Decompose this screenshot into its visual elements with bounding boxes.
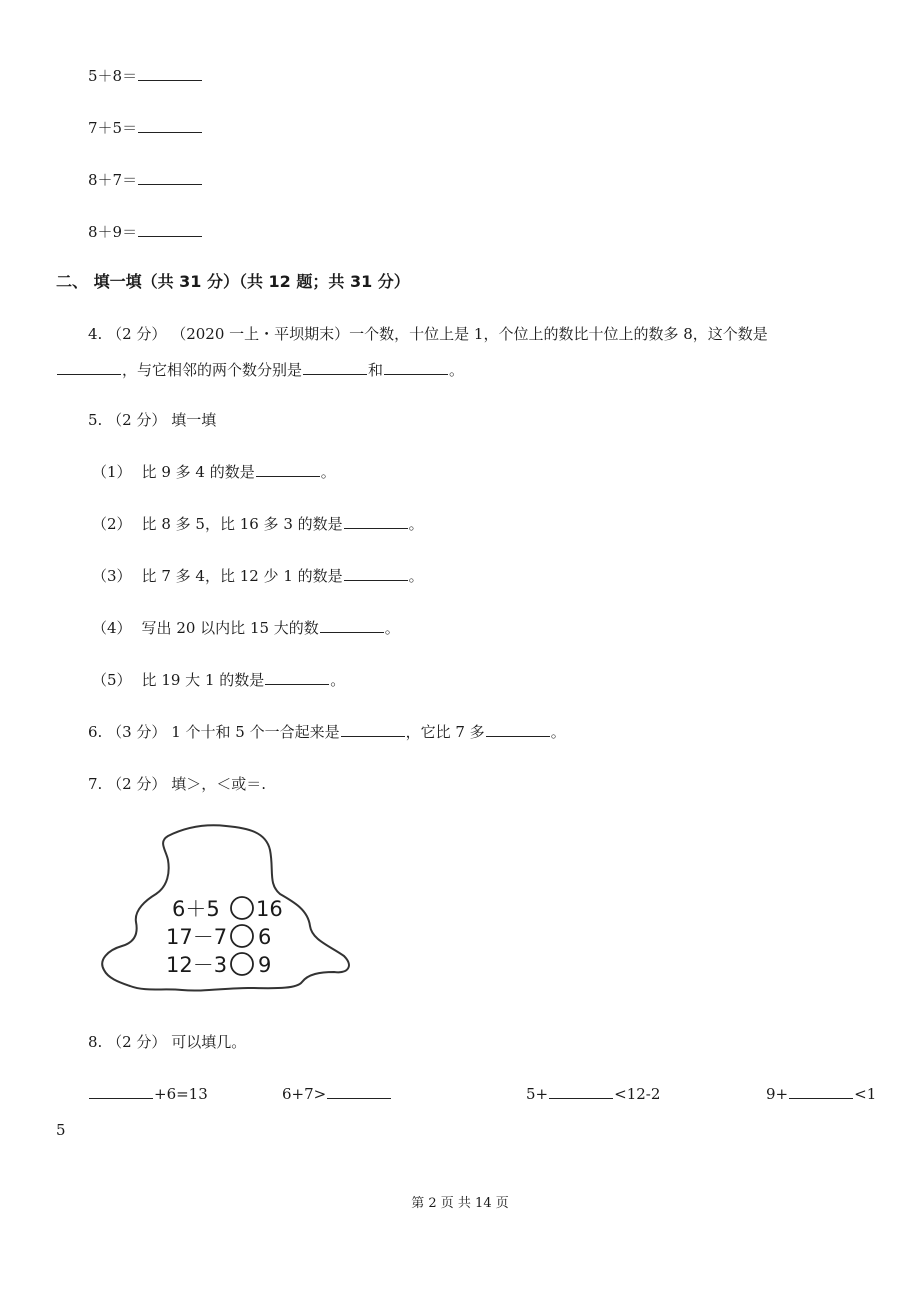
equation-text: 8＋9＝ xyxy=(88,223,138,241)
sub-question xyxy=(92,618,400,638)
question-8 xyxy=(88,1032,246,1052)
question-number: 5. xyxy=(88,411,103,429)
question-text: （2020 一上・平坝期末）一个数，十位上是 1，个位上的数比十位上的数多 8，这个数是 xyxy=(171,325,768,343)
sub-question-end: 。 xyxy=(330,671,346,689)
comparison-figure xyxy=(98,822,354,998)
comparison-right: 16 xyxy=(256,897,283,921)
question-number: 6. xyxy=(88,723,103,741)
question-score: （2 分） xyxy=(107,325,167,343)
answer-blank[interactable] xyxy=(344,566,408,581)
sub-question xyxy=(92,514,424,534)
sub-question-label: （3） xyxy=(92,567,132,585)
q8-text: <12-2 xyxy=(614,1085,661,1103)
q8-text: 9+ xyxy=(766,1085,789,1103)
q8-item-2 xyxy=(282,1084,392,1104)
answer-blank[interactable] xyxy=(789,1084,853,1099)
q8-text: <1 xyxy=(854,1085,877,1103)
q8-text: 6+7> xyxy=(282,1085,327,1103)
question-text: ，与它相邻的两个数分别是 xyxy=(122,361,303,379)
question-text: 填＞，＜或＝. xyxy=(171,775,266,793)
comparison-circle[interactable] xyxy=(231,925,253,947)
sub-question-end: 。 xyxy=(384,619,400,637)
answer-blank[interactable] xyxy=(303,360,367,375)
question-text: 和 xyxy=(368,361,384,379)
answer-blank[interactable] xyxy=(341,722,405,737)
sub-question-text: 写出 20 以内比 15 大的数 xyxy=(141,619,319,637)
question-text: 。 xyxy=(550,723,566,741)
question-4 xyxy=(88,324,768,344)
answer-blank[interactable] xyxy=(327,1084,391,1099)
answer-blank[interactable] xyxy=(344,514,408,529)
answer-blank[interactable] xyxy=(57,360,121,375)
q8-item-3 xyxy=(526,1084,660,1104)
question-6 xyxy=(88,722,566,742)
sub-question-text: 比 8 多 5，比 16 多 3 的数是 xyxy=(141,515,343,533)
q8-text: 5+ xyxy=(526,1085,549,1103)
comparison-circle[interactable] xyxy=(231,953,253,975)
answer-blank[interactable] xyxy=(549,1084,613,1099)
question-4-continued xyxy=(56,360,464,380)
sub-question-text: 比 9 多 4 的数是 xyxy=(141,463,255,481)
sub-question xyxy=(92,462,336,482)
sub-question-end: 。 xyxy=(408,567,424,585)
q8-item-1 xyxy=(88,1084,208,1104)
answer-blank[interactable] xyxy=(138,118,202,133)
question-text: 。 xyxy=(449,361,465,379)
question-text: 1 个十和 5 个一合起来是 xyxy=(171,723,340,741)
sub-question-end: 。 xyxy=(320,463,336,481)
sub-question-label: （5） xyxy=(92,671,132,689)
question-number: 4. xyxy=(88,325,103,343)
equation-row xyxy=(88,222,203,242)
question-score: （2 分） xyxy=(107,1033,167,1051)
equation-row xyxy=(88,66,203,86)
comparison-left: 17－7 xyxy=(166,925,228,949)
answer-blank[interactable] xyxy=(486,722,550,737)
page-footer: 第 2 页 共 14 页 xyxy=(411,1196,509,1211)
question-5 xyxy=(88,410,216,430)
sub-question-label: （4） xyxy=(92,619,132,637)
q8-item-4 xyxy=(766,1084,876,1104)
question-score: （2 分） xyxy=(107,775,167,793)
question-text: ，它比 7 多 xyxy=(405,723,485,741)
comparison-right: 6 xyxy=(258,925,272,949)
question-7 xyxy=(88,774,266,794)
answer-blank[interactable] xyxy=(320,618,384,633)
comparison-left: 6＋5 xyxy=(172,897,220,921)
answer-blank[interactable] xyxy=(138,170,202,185)
equation-text: 8＋7＝ xyxy=(88,171,138,189)
answer-blank[interactable] xyxy=(89,1084,153,1099)
question-score: （3 分） xyxy=(107,723,167,741)
equation-text: 7＋5＝ xyxy=(88,119,138,137)
answer-blank[interactable] xyxy=(138,222,202,237)
comparison-left: 12－3 xyxy=(166,953,228,977)
sub-question-label: （2） xyxy=(92,515,132,533)
sub-question-text: 比 7 多 4，比 12 少 1 的数是 xyxy=(141,567,343,585)
sub-question-end: 。 xyxy=(408,515,424,533)
question-number: 7. xyxy=(88,775,103,793)
answer-blank[interactable] xyxy=(256,462,320,477)
sub-question-label: （1） xyxy=(92,463,132,481)
answer-blank[interactable] xyxy=(265,670,329,685)
comparison-circle[interactable] xyxy=(231,897,253,919)
sub-question-text: 比 19 大 1 的数是 xyxy=(141,671,265,689)
q8-item-4-wrap: 5 xyxy=(56,1121,66,1139)
equation-row xyxy=(88,118,203,138)
q8-text: +6=13 xyxy=(154,1085,208,1103)
question-text: 填一填 xyxy=(171,411,217,429)
question-score: （2 分） xyxy=(107,411,167,429)
equation-text: 5＋8＝ xyxy=(88,67,138,85)
question-text: 可以填几。 xyxy=(171,1033,247,1051)
answer-blank[interactable] xyxy=(138,66,202,81)
question-number: 8. xyxy=(88,1033,103,1051)
sub-question xyxy=(92,566,424,586)
section-title: 二、 填一填（共 31 分）（共 12 题；共 31 分） xyxy=(56,272,410,291)
sub-question xyxy=(92,670,345,690)
comparison-right: 9 xyxy=(258,953,272,977)
equation-row xyxy=(88,170,203,190)
answer-blank[interactable] xyxy=(384,360,448,375)
